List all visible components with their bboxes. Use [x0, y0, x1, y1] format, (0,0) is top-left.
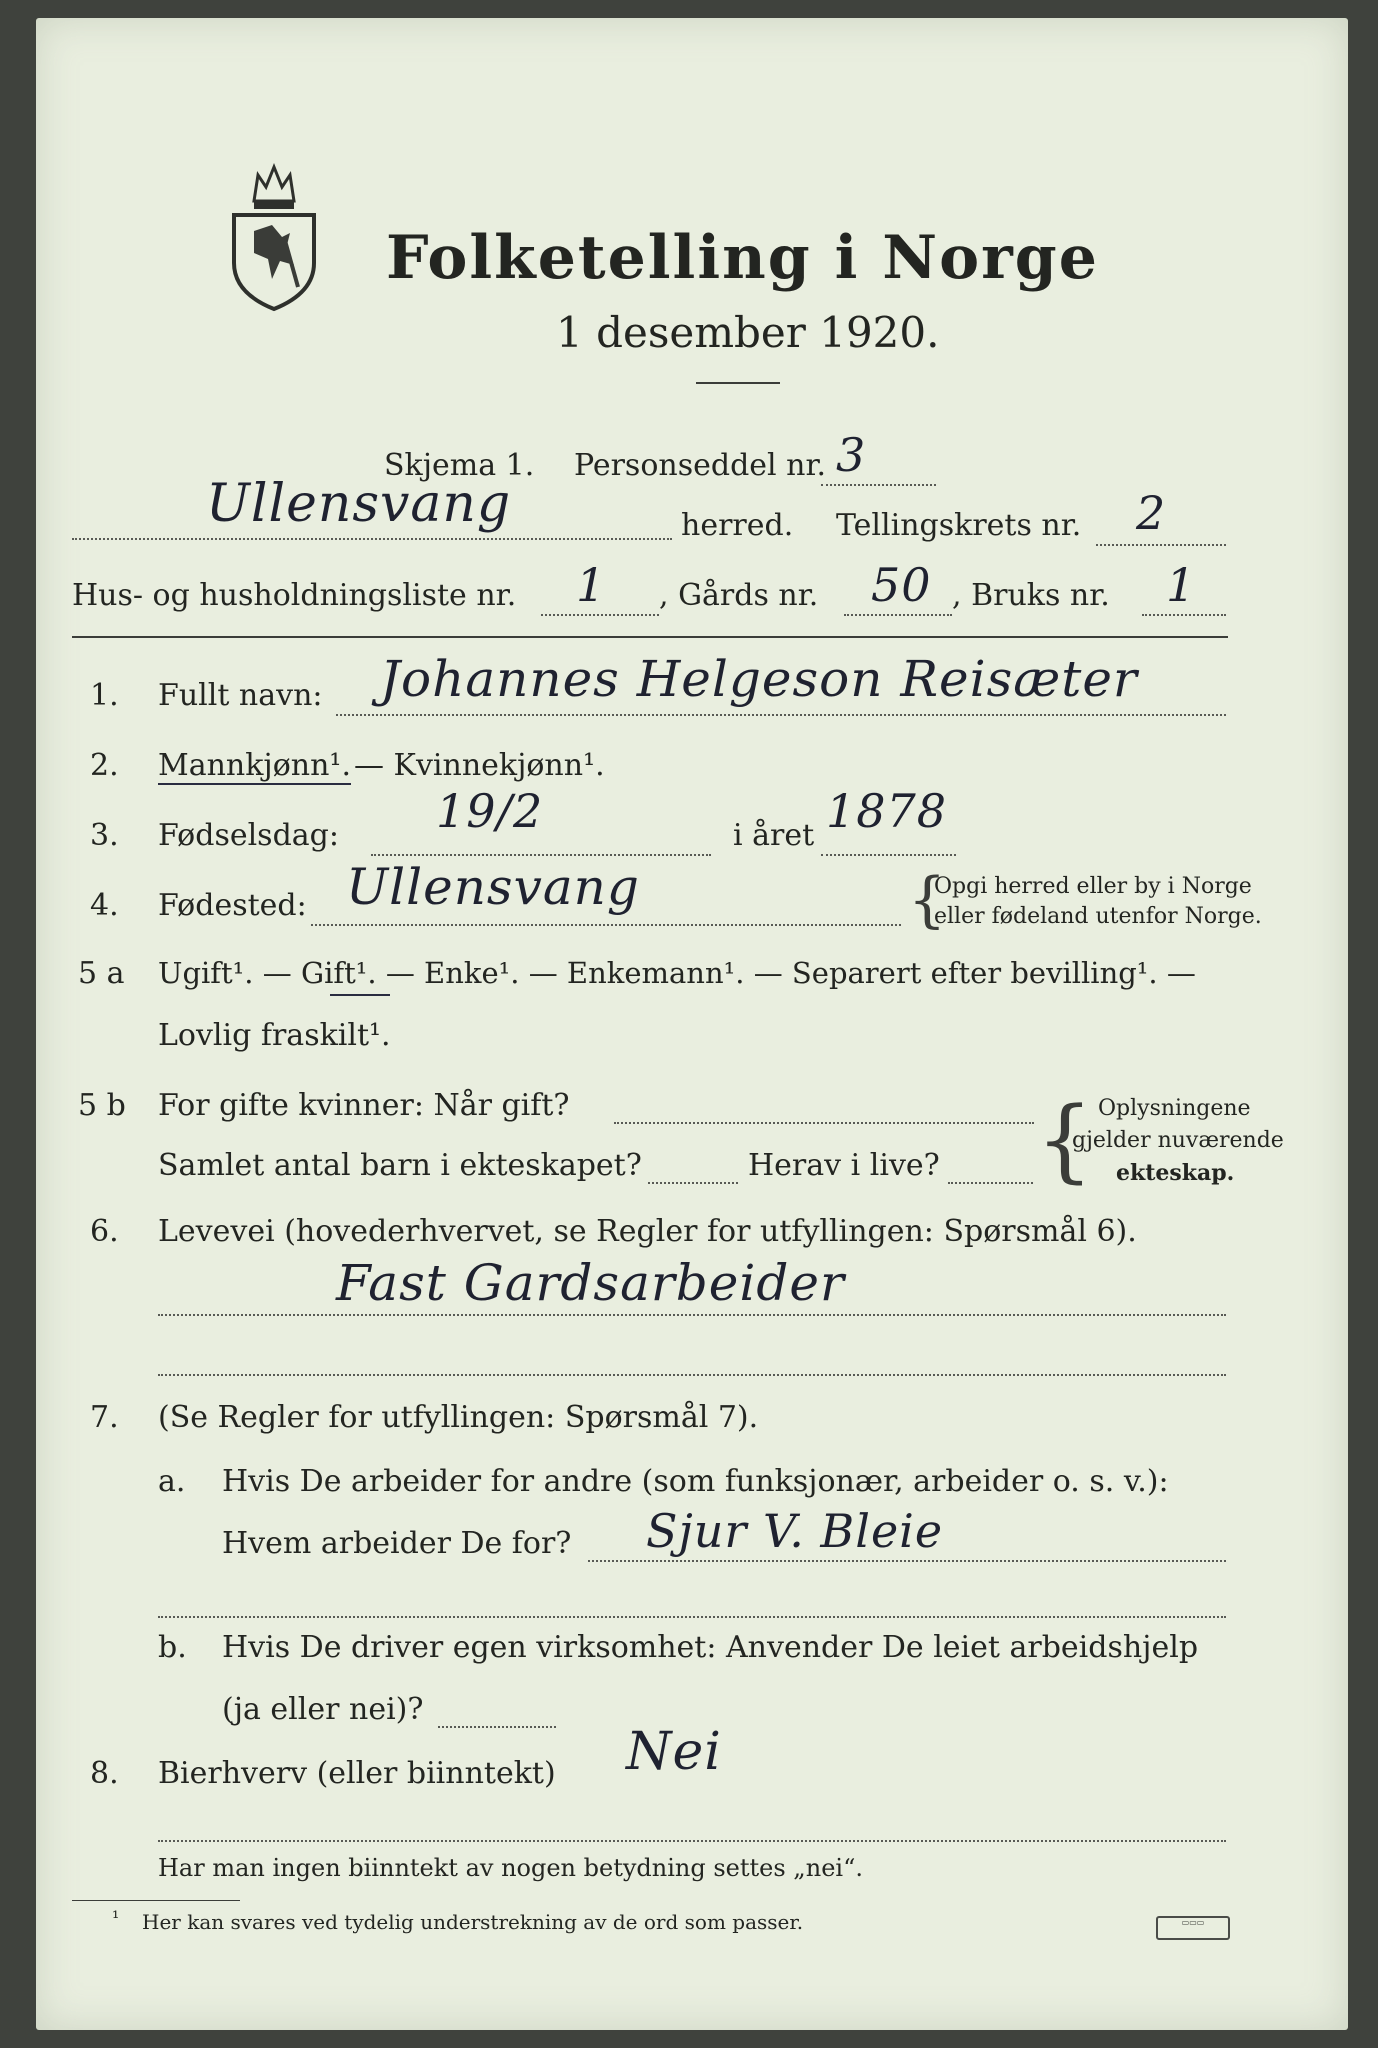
- q7-number: 7.: [90, 1400, 119, 1435]
- q4-note-line1: Opgi herred eller by i Norge: [934, 874, 1252, 899]
- bruks-label: , Bruks nr.: [952, 578, 1110, 613]
- q3-label: Fødselsdag:: [158, 818, 339, 853]
- q4-note-line2: eller fødeland utenfor Norge.: [934, 904, 1262, 929]
- personseddel-label: Personseddel nr.: [574, 448, 827, 483]
- tellingskrets-label: Tellingskrets nr.: [836, 508, 1082, 543]
- tellingskrets-line: [1096, 544, 1226, 546]
- personseddel-value[interactable]: 3: [836, 428, 867, 482]
- q5b-label-1: For gifte kvinner: Når gift?: [158, 1088, 570, 1123]
- q7b-number: b.: [158, 1630, 187, 1665]
- q5a-options-2: Lovlig fraskilt¹.: [158, 1018, 391, 1053]
- q5b-line-2: [648, 1182, 738, 1184]
- q6-value[interactable]: Fast Gardsarbeider: [336, 1254, 845, 1312]
- hus-line: [541, 614, 659, 616]
- q4-label: Fødested:: [158, 888, 307, 923]
- q5b-note-line2: gjelder nuværende: [1072, 1128, 1284, 1153]
- q5a-gift-underline: [330, 994, 390, 996]
- q5a-number: 5 a: [78, 956, 125, 991]
- header-divider: [72, 636, 1228, 638]
- q5b-line-1: [614, 1122, 1034, 1124]
- q4-note-brace: {: [908, 865, 947, 935]
- q6-line-1: [158, 1314, 1226, 1316]
- q4-value[interactable]: Ullensvang: [346, 858, 640, 916]
- gards-line: [844, 614, 952, 616]
- q4-line: [311, 924, 901, 926]
- q7b-label-1: Hvis De driver egen virksomhet: Anvender De leiet arbeidshjelp: [222, 1630, 1199, 1665]
- tellingskrets-value[interactable]: 2: [1136, 486, 1167, 540]
- q1-label: Fullt navn:: [158, 678, 323, 713]
- hus-value[interactable]: 1: [576, 558, 607, 612]
- q8-value[interactable]: Nei: [626, 1722, 722, 1782]
- footnote-text: Her kan svares ved tydelig understrekning av de ord som passer.: [142, 1910, 804, 1934]
- printer-stamp: ▭▭▭: [1156, 1916, 1230, 1940]
- hus-label: Hus- og husholdningsliste nr.: [72, 578, 517, 613]
- footer-note: Har man ingen biinntekt av nogen betydning settes „nei“.: [158, 1854, 863, 1882]
- q2-option-mann: Mannkjønn¹.: [158, 748, 351, 783]
- q6-number: 6.: [90, 1214, 119, 1249]
- footnote-mark: ¹: [112, 1908, 120, 1929]
- q5b-label-2: Samlet antal barn i ekteskapet?: [158, 1148, 642, 1183]
- q7b-line: [438, 1726, 556, 1728]
- q2-option-kvinne: — Kvinnekjønn¹.: [354, 748, 605, 783]
- q7a-label-2: Hvem arbeider De for?: [222, 1526, 572, 1561]
- q5b-label-3: Herav i live?: [748, 1148, 940, 1183]
- herred-value[interactable]: Ullensvang: [206, 474, 512, 534]
- q7a-line-2: [158, 1616, 1226, 1618]
- q5a-options: Ugift¹. — Gift¹. — Enke¹. — Enkemann¹. — Separert efter bevilling¹. —: [158, 956, 1196, 990]
- q4-number: 4.: [90, 888, 119, 923]
- census-form-page: [36, 18, 1348, 2030]
- q7b-label-2: (ja eller nei)?: [222, 1692, 424, 1727]
- personseddel-line: [821, 484, 936, 486]
- q8-number: 8.: [90, 1756, 119, 1791]
- q3-year-line: [821, 854, 956, 856]
- gards-value[interactable]: 50: [871, 558, 932, 612]
- q7a-line: [588, 1560, 1226, 1562]
- q3-year-value[interactable]: 1878: [826, 784, 948, 838]
- coat-of-arms-icon: [224, 153, 324, 313]
- q7a-label-1: Hvis De arbeider for andre (som funksjonær, arbeider o. s. v.):: [222, 1464, 1169, 1499]
- q3-number: 3.: [90, 818, 119, 853]
- gards-label: , Gårds nr.: [659, 578, 819, 613]
- document-title: Folketelling i Norge: [386, 223, 1099, 293]
- skjema-label: Skjema 1.: [384, 448, 535, 483]
- q2-number: 2.: [90, 748, 119, 783]
- q1-line: [336, 714, 1226, 716]
- q1-number: 1.: [90, 678, 119, 713]
- q1-value[interactable]: Johannes Helgeson Reisæter: [380, 650, 1138, 708]
- q3-value[interactable]: 19/2: [436, 784, 544, 838]
- q3-line: [371, 854, 711, 856]
- herred-line: [72, 538, 672, 540]
- title-divider: [696, 382, 780, 384]
- q7-label: (Se Regler for utfyllingen: Spørsmål 7).: [158, 1400, 759, 1435]
- q6-line-2: [158, 1374, 1226, 1376]
- q8-label: Bierhverv (eller biinntekt): [158, 1756, 556, 1791]
- footnote-divider: [72, 1900, 240, 1901]
- q6-label: Levevei (hovederhvervet, se Regler for utfyllingen: Spørsmål 6).: [158, 1214, 1137, 1249]
- q5b-note-brace: {: [1036, 1088, 1094, 1193]
- q3-year-label: i året: [733, 818, 815, 853]
- herred-label: herred.: [681, 508, 794, 543]
- q8-line-2: [158, 1840, 1226, 1842]
- bruks-value[interactable]: 1: [1166, 558, 1197, 612]
- q7a-value[interactable]: Sjur V. Bleie: [646, 1504, 944, 1558]
- census-date: 1 desember 1920.: [556, 308, 940, 357]
- bruks-line: [1142, 614, 1226, 616]
- q5b-note-line1: Oplysningene: [1098, 1096, 1251, 1121]
- q5b-note-line3: ekteskap.: [1116, 1160, 1235, 1186]
- q5b-number: 5 b: [78, 1088, 126, 1123]
- q5b-line-3: [948, 1182, 1033, 1184]
- q7a-number: a.: [158, 1464, 186, 1499]
